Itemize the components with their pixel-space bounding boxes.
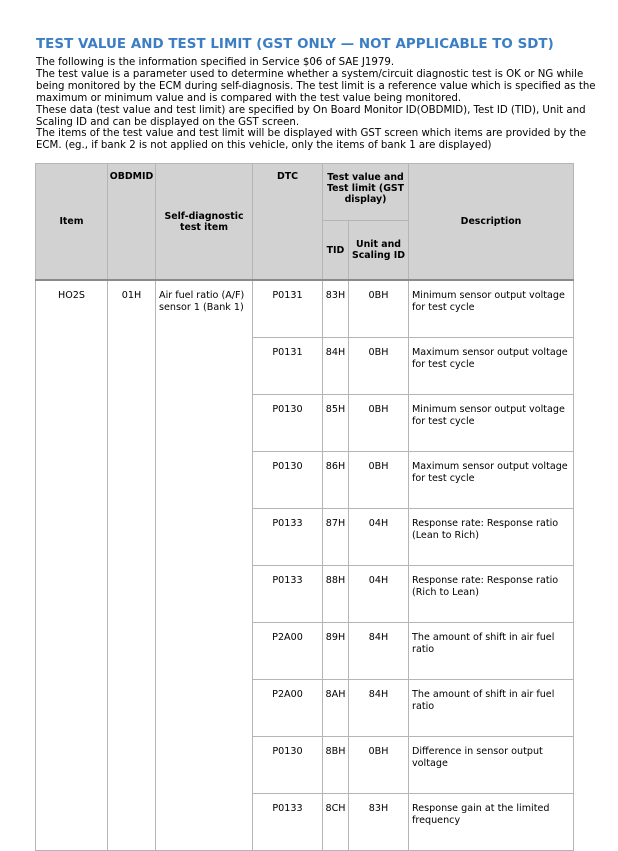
header-dtc: DTC	[253, 164, 323, 281]
cell-dtc: P0131	[253, 280, 323, 338]
cell-unit-scaling-id: 0BH	[349, 737, 409, 794]
cell-dtc: P0130	[253, 452, 323, 509]
cell-tid: 85H	[323, 395, 349, 452]
header-description: Description	[409, 164, 574, 281]
cell-tid: 87H	[323, 509, 349, 566]
cell-unit-scaling-id: 84H	[349, 680, 409, 737]
cell-item: HO2S	[36, 280, 108, 851]
cell-description: Response rate: Response ratio (Lean to Rich)	[409, 509, 574, 566]
cell-tid: 89H	[323, 623, 349, 680]
cell-tid: 8AH	[323, 680, 349, 737]
cell-self-diagnostic-item: Air fuel ratio (A/F) sensor 1 (Bank 1)	[156, 280, 253, 851]
header-self-diagnostic-item: Self-diagnostic test item	[156, 164, 253, 281]
intro-paragraph: The following is the information specified in Service $06 of SAE J1979.	[36, 57, 395, 68]
cell-dtc: P0130	[253, 395, 323, 452]
cell-description: Maximum sensor output voltage for test cycle	[409, 338, 574, 395]
cell-tid: 86H	[323, 452, 349, 509]
table-row	[36, 280, 574, 338]
intro-paragraph: These data (test value and test limit) are specified by On Board Monitor ID(OBDMID), Test ID (TID), Unit and Scaling ID and can be displayed on the GST screen.	[36, 104, 586, 128]
cell-unit-scaling-id: 0BH	[349, 280, 409, 338]
cell-unit-scaling-id: 83H	[349, 794, 409, 851]
cell-tid: 83H	[323, 280, 349, 338]
intro-paragraph: The test value is a parameter used to determine whether a system/circuit diagnostic test is OK or NG while being monitored by the ECM during self-diagnosis. The test limit is a reference value which is specified as the maximum or minimum value and is compared with the test value being monitored.	[36, 68, 596, 104]
cell-description: The amount of shift in air fuel ratio	[409, 680, 574, 737]
cell-tid: 8CH	[323, 794, 349, 851]
header-item: Item	[36, 164, 108, 281]
intro-paragraph: The items of the test value and test limit will be displayed with GST screen which items are provided by the ECM. (eg., if bank 2 is not applied on this vehicle, only the items of bank 1 are displayed)	[36, 128, 587, 152]
cell-unit-scaling-id: 0BH	[349, 452, 409, 509]
cell-obdmid: 01H	[108, 280, 156, 851]
test-value-table	[35, 163, 574, 851]
cell-unit-scaling-id: 0BH	[349, 338, 409, 395]
intro-text	[36, 57, 596, 152]
cell-dtc: P0133	[253, 794, 323, 851]
cell-dtc: P0131	[253, 338, 323, 395]
cell-description: Difference in sensor output voltage	[409, 737, 574, 794]
header-unit-scaling-id: Unit and Scaling ID	[349, 221, 409, 281]
cell-dtc: P2A00	[253, 680, 323, 737]
cell-unit-scaling-id: 84H	[349, 623, 409, 680]
header-tid: TID	[323, 221, 349, 281]
cell-tid: 84H	[323, 338, 349, 395]
cell-description: The amount of shift in air fuel ratio	[409, 623, 574, 680]
cell-unit-scaling-id: 04H	[349, 509, 409, 566]
cell-description: Response rate: Response ratio (Rich to Lean)	[409, 566, 574, 623]
cell-dtc: P0133	[253, 509, 323, 566]
cell-tid: 8BH	[323, 737, 349, 794]
cell-description: Minimum sensor output voltage for test cycle	[409, 280, 574, 338]
cell-dtc: P2A00	[253, 623, 323, 680]
cell-dtc: P0133	[253, 566, 323, 623]
cell-unit-scaling-id: 04H	[349, 566, 409, 623]
header-test-value: Test value and Test limit (GST display)	[323, 164, 409, 221]
cell-description: Response gain at the limited frequency	[409, 794, 574, 851]
cell-tid: 88H	[323, 566, 349, 623]
cell-unit-scaling-id: 0BH	[349, 395, 409, 452]
cell-description: Maximum sensor output voltage for test cycle	[409, 452, 574, 509]
header-obdmid: OBDMID	[108, 164, 156, 281]
page-title: TEST VALUE AND TEST LIMIT (GST ONLY — NOT APPLICABLE TO SDT)	[36, 37, 554, 52]
cell-dtc: P0130	[253, 737, 323, 794]
cell-description: Minimum sensor output voltage for test cycle	[409, 395, 574, 452]
